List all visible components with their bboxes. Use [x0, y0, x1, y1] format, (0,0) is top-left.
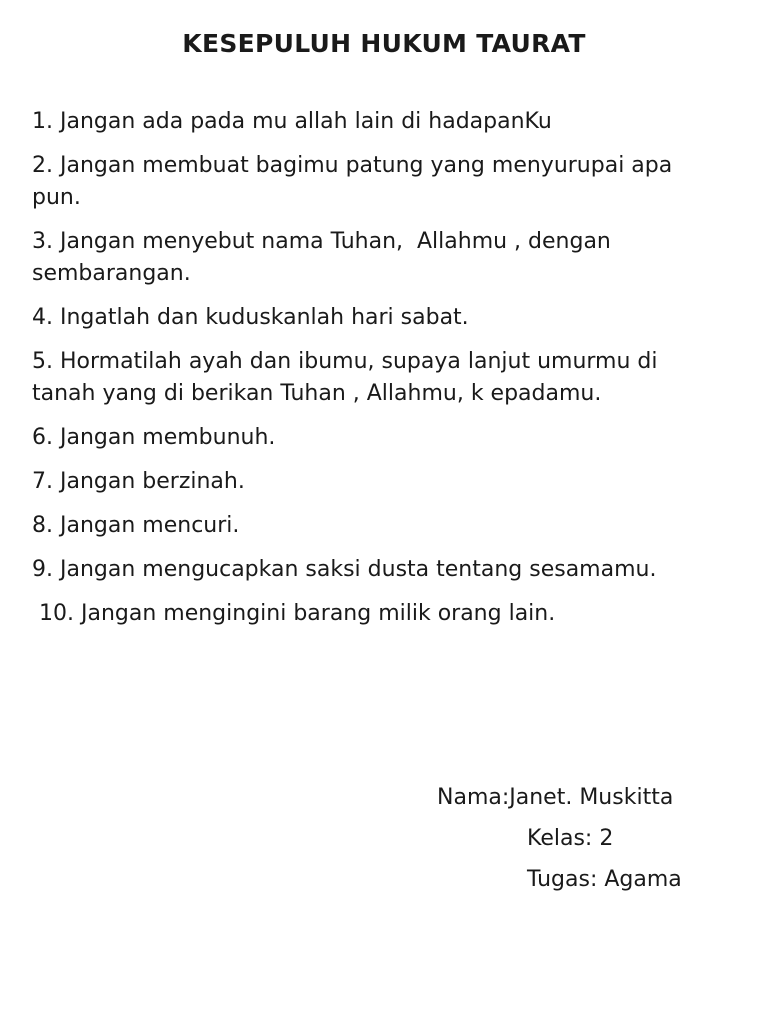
commandment-item-3 — [32, 226, 738, 290]
commandment-line: 10. Jangan mengingini barang milik orang lain. — [32, 601, 556, 626]
commandments-list — [32, 106, 738, 642]
document-title: KESEPULUH HUKUM TAURAT — [182, 29, 586, 58]
commandment-item-6 — [32, 422, 738, 454]
assignment-subject: Tugas: Agama — [527, 867, 682, 892]
commandment-item-8 — [32, 510, 738, 542]
commandment-line: 6. Jangan membunuh. — [32, 425, 276, 450]
commandment-item-2 — [32, 150, 738, 214]
commandment-item-1 — [32, 106, 738, 138]
commandment-line: 5. Hormatilah ayah dan ibumu, supaya lanjut umurmu di — [32, 349, 658, 374]
commandment-item-4 — [32, 302, 738, 334]
student-class: Kelas: 2 — [527, 826, 614, 851]
commandment-line: 7. Jangan berzinah. — [32, 469, 245, 494]
signature-block — [437, 782, 682, 905]
commandment-line: 8. Jangan mencuri. — [32, 513, 240, 538]
commandment-line: 9. Jangan mengucapkan saksi dusta tentang sesamamu. — [32, 557, 657, 582]
commandment-line: pun. — [32, 185, 81, 210]
commandment-line: 2. Jangan membuat bagimu patung yang menyurupai apa — [32, 153, 673, 178]
commandment-item-7 — [32, 466, 738, 498]
commandment-line: tanah yang di berikan Tuhan , Allahmu, k epadamu. — [32, 381, 602, 406]
commandment-line: 4. Ingatlah dan kuduskanlah hari sabat. — [32, 305, 469, 330]
commandment-line: 1. Jangan ada pada mu allah lain di hadapanKu — [32, 109, 552, 134]
commandment-item-5 — [32, 346, 738, 410]
commandment-line: 3. Jangan menyebut nama Tuhan, Allahmu , dengan — [32, 229, 611, 254]
commandment-item-9 — [32, 554, 738, 586]
student-name: Nama:Janet. Muskitta — [437, 785, 674, 810]
commandment-item-10 — [32, 598, 738, 630]
commandment-line: sembarangan. — [32, 261, 191, 286]
